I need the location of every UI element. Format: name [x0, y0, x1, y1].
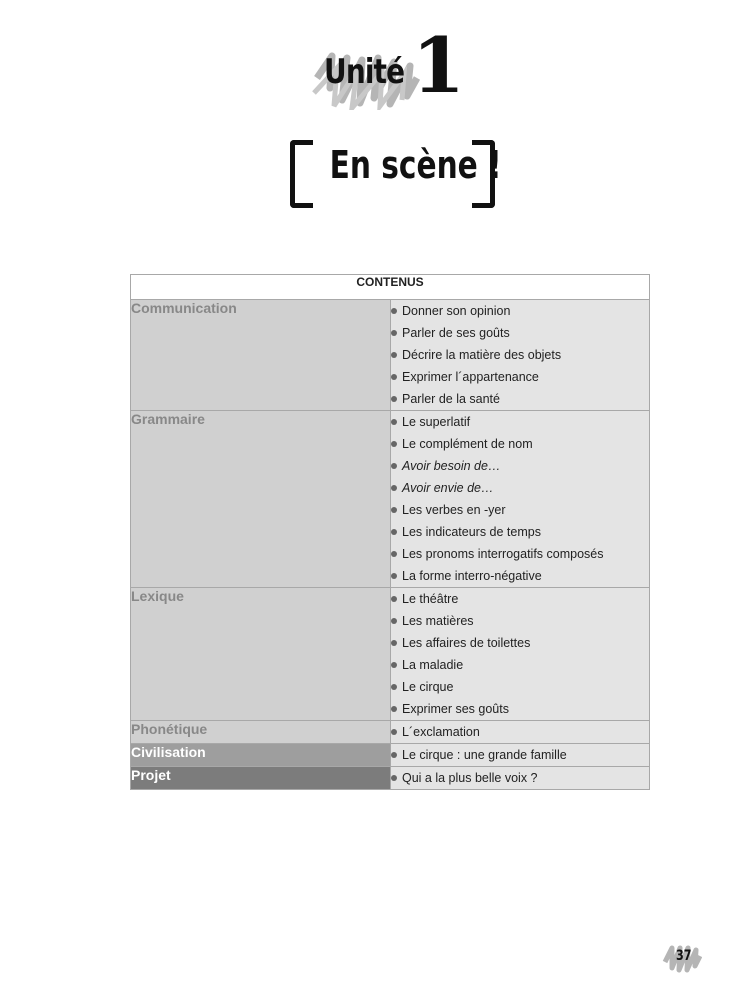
- bullet-icon: [391, 419, 397, 425]
- category-civilisation: Civilisation: [131, 744, 391, 767]
- bullet-icon: [391, 308, 397, 314]
- list-item: Le superlatif: [391, 411, 649, 433]
- bullet-icon: [391, 662, 397, 668]
- bullet-icon: [391, 551, 397, 557]
- table-row-projet: [131, 767, 650, 790]
- list-item: Les pronoms interrogatifs composés: [391, 543, 649, 565]
- list-item: L´exclamation: [391, 721, 649, 743]
- list-item: Les verbes en -yer: [391, 499, 649, 521]
- items-civilisation: [391, 744, 650, 767]
- table-row-civilisation: [131, 744, 650, 767]
- category-lexique: Lexique: [131, 588, 391, 721]
- list-item: Exprimer ses goûts: [391, 698, 649, 720]
- items-communication: [391, 300, 650, 411]
- table-row-lexique: [131, 588, 650, 721]
- bullet-icon: [391, 596, 397, 602]
- bullet-icon: [391, 640, 397, 646]
- list-item: Le théâtre: [391, 588, 649, 610]
- table-row-phonetique: [131, 721, 650, 744]
- list-item: Les indicateurs de temps: [391, 521, 649, 543]
- list-item: Donner son opinion: [391, 300, 649, 322]
- list-item: Avoir envie de…: [391, 477, 649, 499]
- bullet-icon: [391, 485, 397, 491]
- category-projet: Projet: [131, 767, 391, 790]
- bullet-icon: [391, 573, 397, 579]
- bullet-icon: [391, 775, 397, 781]
- bullet-icon: [391, 463, 397, 469]
- list-item: Les matières: [391, 610, 649, 632]
- bullet-icon: [391, 529, 397, 535]
- bullet-icon: [391, 618, 397, 624]
- items-grammaire: [391, 411, 650, 588]
- bullet-icon: [391, 706, 397, 712]
- bullet-icon: [391, 441, 397, 447]
- list-item: La forme interro-négative: [391, 565, 649, 587]
- list-item: La maladie: [391, 654, 649, 676]
- items-projet: [391, 767, 650, 790]
- table-row-grammaire: [131, 411, 650, 588]
- list-item: Le complément de nom: [391, 433, 649, 455]
- list-item: Avoir besoin de…: [391, 455, 649, 477]
- left-bracket: [290, 140, 313, 208]
- contents-table: [130, 274, 650, 790]
- bullet-icon: [391, 330, 397, 336]
- bullet-icon: [391, 752, 397, 758]
- bullet-icon: [391, 507, 397, 513]
- list-item: Parler de ses goûts: [391, 322, 649, 344]
- bullet-icon: [391, 396, 397, 402]
- items-phonetique: [391, 721, 650, 744]
- category-grammaire: Grammaire: [131, 411, 391, 588]
- contents-header: CONTENUS: [131, 275, 650, 300]
- list-item: Le cirque: [391, 676, 649, 698]
- category-phonetique: Phonétique: [131, 721, 391, 744]
- list-item: Décrire la matière des objets: [391, 344, 649, 366]
- category-communication: Communication: [131, 300, 391, 411]
- table-row-communication: [131, 300, 650, 411]
- items-lexique: [391, 588, 650, 721]
- bullet-icon: [391, 684, 397, 690]
- page-number: 37: [675, 948, 692, 964]
- bullet-icon: [391, 374, 397, 380]
- unit-title: En scène !: [329, 143, 502, 187]
- unit-number: 1: [412, 21, 465, 110]
- list-item: Parler de la santé: [391, 388, 649, 410]
- list-item: Le cirque : une grande famille: [391, 744, 649, 766]
- bullet-icon: [391, 729, 397, 735]
- unit-label: Unité: [324, 52, 405, 92]
- table-header-row: [131, 275, 650, 300]
- bullet-icon: [391, 352, 397, 358]
- list-item: Exprimer l´appartenance: [391, 366, 649, 388]
- list-item: Les affaires de toilettes: [391, 632, 649, 654]
- right-bracket: [472, 140, 495, 208]
- list-item: Qui a la plus belle voix ?: [391, 767, 649, 789]
